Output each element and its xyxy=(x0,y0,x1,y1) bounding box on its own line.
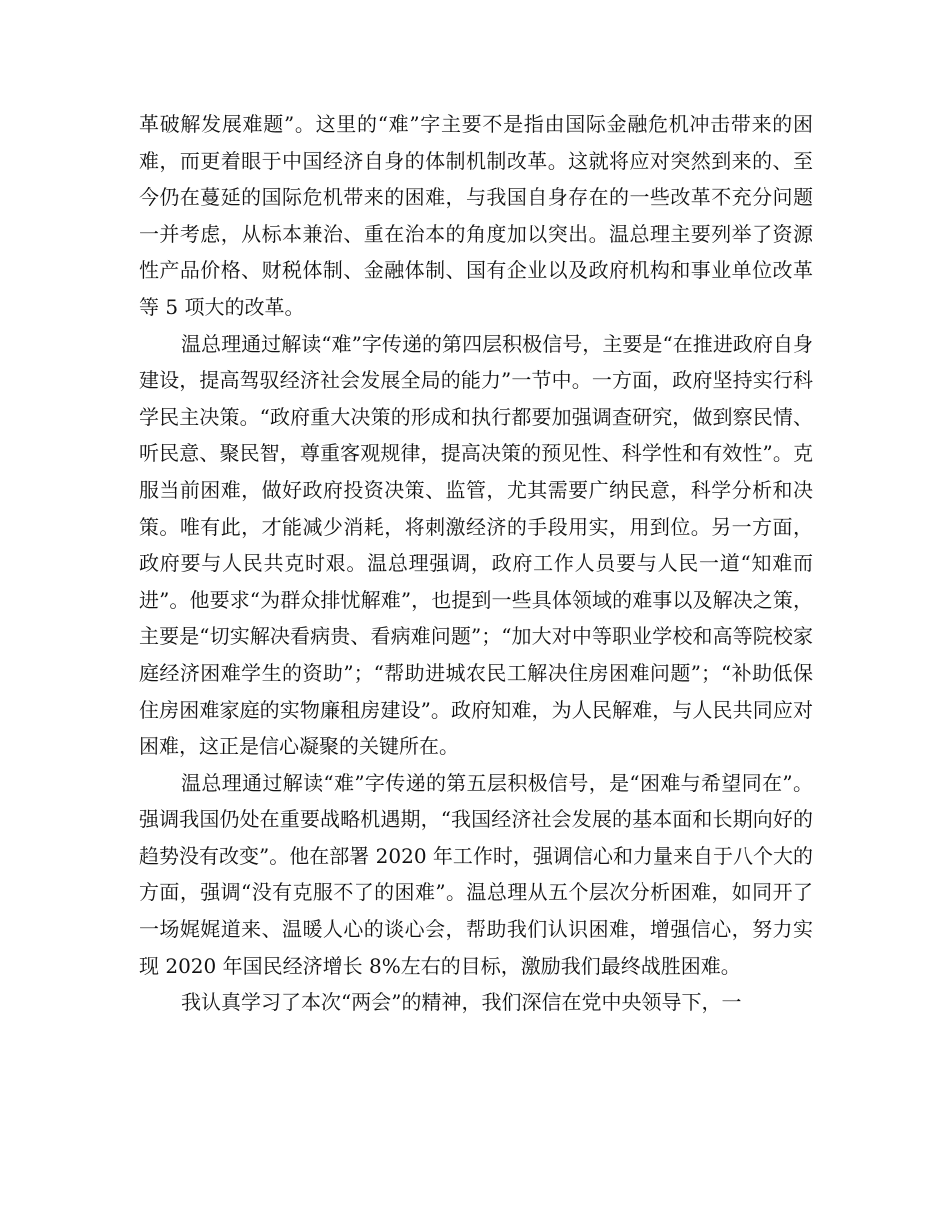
paragraph-fourth-signal: 温总理通过解读“难”字传递的第四层积极信号，主要是“在推进政府自身建设，提高驾驭经济社会发展全局的能力”一节中。一方面，政府坚持实行科学民主决策。“政府重大决策的形成和执行都要加强调查研究，做到察民情、听民意、聚民智，尊重客观规律，提高决策的预见性、科学性和有效性”。克服当前困难，做好政府投资决策、监管，尤其需要广纳民意，科学分析和决策。唯有此，才能减少消耗，将刺激经济的手段用实，用到位。另一方面，政府要与人民共克时艰。温总理强调，政府工作人员要与人民一道“知难而进”。他要求“为群众排忧解难”，也提到一些具体领域的难事以及解决之策，主要是“切实解决看病贵、看病难问题”；“加大对中等职业学校和高等院校家庭经济困难学生的资助”；“帮助进城农民工解决住房困难问题”；“补助低保住房困难家庭的实物廉租房建设”。政府知难，为人民解难，与人民共同应对困难，这正是信心凝聚的关键所在。 xyxy=(139,331,813,759)
paragraph-continuation: 革破解发展难题”。这里的“难”字主要不是指由国际金融危机冲击带来的困难，而更着眼于中国经济自身的体制机制改革。这就将应对突然到来的、至今仍在蔓延的国际危机带来的困难，与我国自身存在的一些改革不充分问题一并考虑，从标本兼治、重在治本的角度加以突出。温总理主要列举了资源性产品价格、财税体制、金融体制、国有企业以及政府机构和事业单位改革等 5 项大的改革。 xyxy=(139,112,813,319)
paragraph-fifth-signal: 温总理通过解读“难”字传递的第五层积极信号，是“困难与希望同在”。强调我国仍处在重要战略机遇期，“我国经济社会发展的基本面和长期向好的趋势没有改变”。他在部署 2020 年工作时，强调信心和力量来自于八个大的方面，强调“没有克服不了的困难”。温总理从五个层次分析困难，如同开了一场娓娓道来、温暖人心的谈心会，帮助我们认识困难，增强信心，努力实现 2020 年国民经济增长 8%左右的目标，激励我们最终战胜困难。 xyxy=(139,770,813,978)
paragraph-conclusion-start: 我认真学习了本次“两会”的精神，我们深信在党中央领导下，一 xyxy=(181,990,742,1015)
document-body xyxy=(139,106,813,1021)
